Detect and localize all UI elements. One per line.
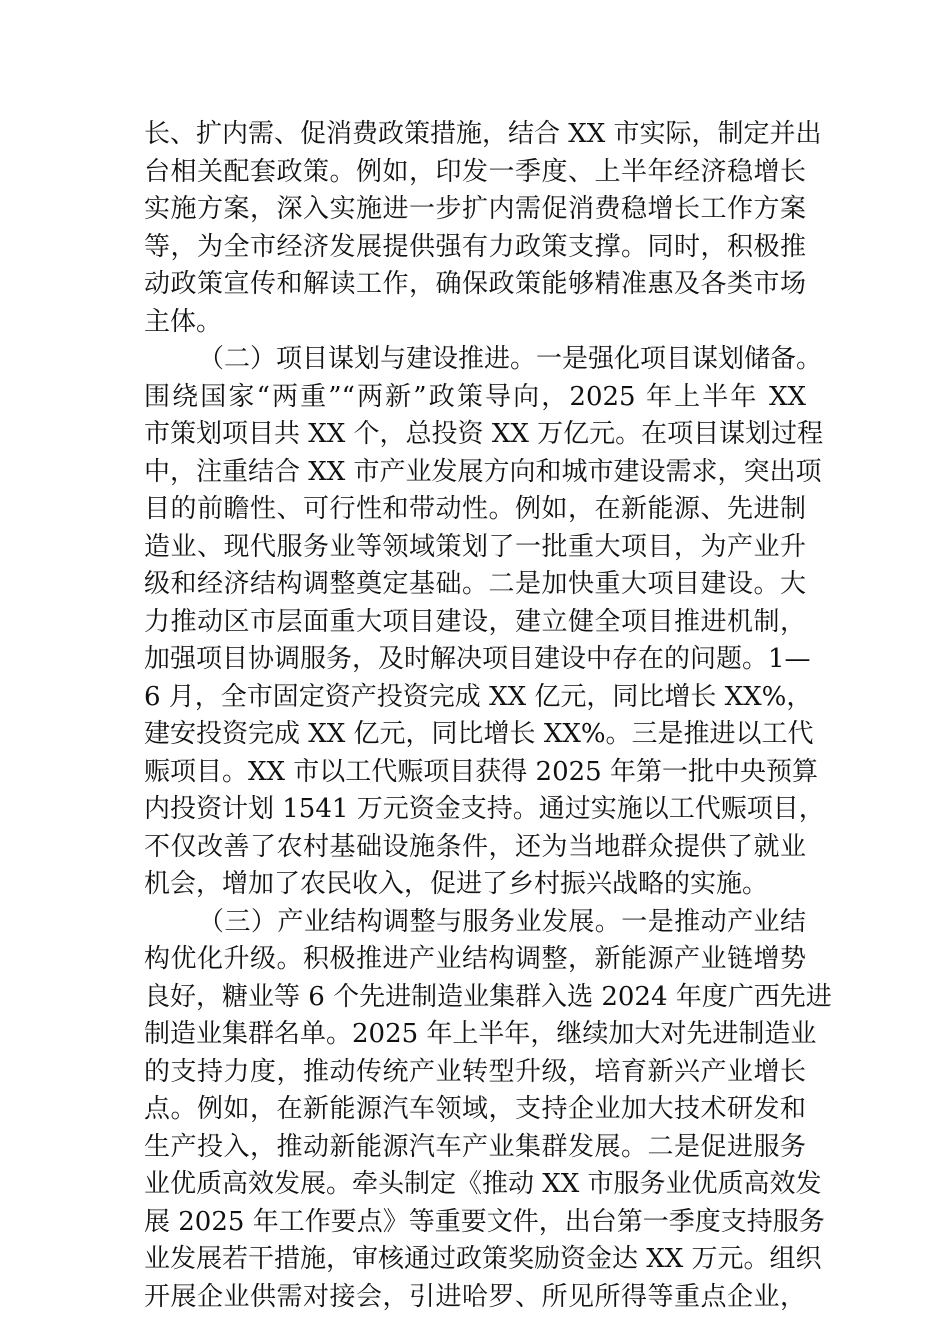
text-line: 造业、现代服务业等领域策划了一批重大项目，为产业升 (144, 531, 806, 562)
text-line: 力推动区市层面重大项目建设，建立健全项目推进机制， (144, 606, 806, 637)
section-heading-line: （三）产业结构调整与服务业发展。一是推动产业结 (198, 906, 806, 937)
text-line: 制造业集群名单。2025 年上半年，继续加大对先进制造业 (144, 1019, 817, 1049)
section-heading-line: （二）项目谋划与建设推进。一是强化项目谋划储备。 (198, 344, 823, 374)
text-line: 建安投资完成 XX 亿元，同比增长 XX%。三是推进以工代 (144, 719, 814, 749)
text-line: 主体。 (144, 306, 223, 337)
text-line: 不仅改善了农村基础设施条件，还为当地群众提供了就业 (144, 831, 806, 862)
text-line: 动政策宣传和解读工作，确保政策能够精准惠及各类市场 (144, 269, 806, 299)
text-line: 生产投入，推动新能源汽车产业集群发展。二是促进服务 (144, 1131, 806, 1162)
text-line: 长、扩内需、促消费政策措施，结合 XX 市实际，制定并出 (144, 119, 822, 149)
text-line: 开展企业供需对接会，引进哈罗、所见所得等重点企业， (144, 1281, 806, 1312)
text-line: 良好，糖业等 6 个先进制造业集群入选 2024 年度广西先进 (144, 981, 832, 1012)
text-line: 业发展若干措施，审核通过政策奖励资金达 XX 万元。组织 (144, 1244, 822, 1274)
text-line: 业优质高效发展。牵头制定《推动 XX 市服务业优质高效发 (144, 1169, 822, 1199)
document-body (144, 116, 832, 1316)
text-line: 展 2025 年工作要点》等重要文件，出台第一季度支持服务 (144, 1206, 825, 1237)
text-line: 内投资计划 1541 万元资金支持。通过实施以工代赈项目， (144, 794, 825, 824)
text-line: 中，注重结合 XX 市产业发展方向和城市建设需求，突出项 (144, 456, 822, 487)
text-line: 机会，增加了农民收入，促进了乡村振兴战略的实施。 (144, 869, 769, 899)
text-line: 级和经济结构调整奠定基础。二是加快重大项目建设。大 (144, 569, 806, 599)
text-line: 赈项目。XX 市以工代赈项目获得 2025 年第一批中央预算 (144, 756, 818, 787)
text-line: 围绕国家“两重”“两新”政策导向，2025 年上半年 XX (144, 381, 806, 412)
text-line: 目的前瞻性、可行性和带动性。例如，在新能源、先进制 (144, 494, 806, 524)
text-line: 构优化升级。积极推进产业结构调整，新能源产业链增势 (144, 944, 806, 974)
text-line: 加强项目协调服务，及时解决项目建设中存在的问题。1— (144, 644, 811, 674)
text-line: 台相关配套政策。例如，印发一季度、上半年经济稳增长 (144, 156, 806, 187)
text-line: 实施方案，深入实施进一步扩内需促消费稳增长工作方案 (144, 194, 806, 224)
text-line: 等，为全市经济发展提供强有力政策支撑。同时，积极推 (144, 231, 806, 262)
text-line: 点。例如，在新能源汽车领域，支持企业加大技术研发和 (144, 1094, 806, 1124)
text-line: 市策划项目共 XX 个，总投资 XX 万亿元。在项目谋划过程 (144, 419, 824, 449)
text-line: 6 月，全市固定资产投资完成 XX 亿元，同比增长 XX%， (144, 681, 813, 712)
text-line: 的支持力度，推动传统产业转型升级，培育新兴产业增长 (144, 1056, 806, 1087)
